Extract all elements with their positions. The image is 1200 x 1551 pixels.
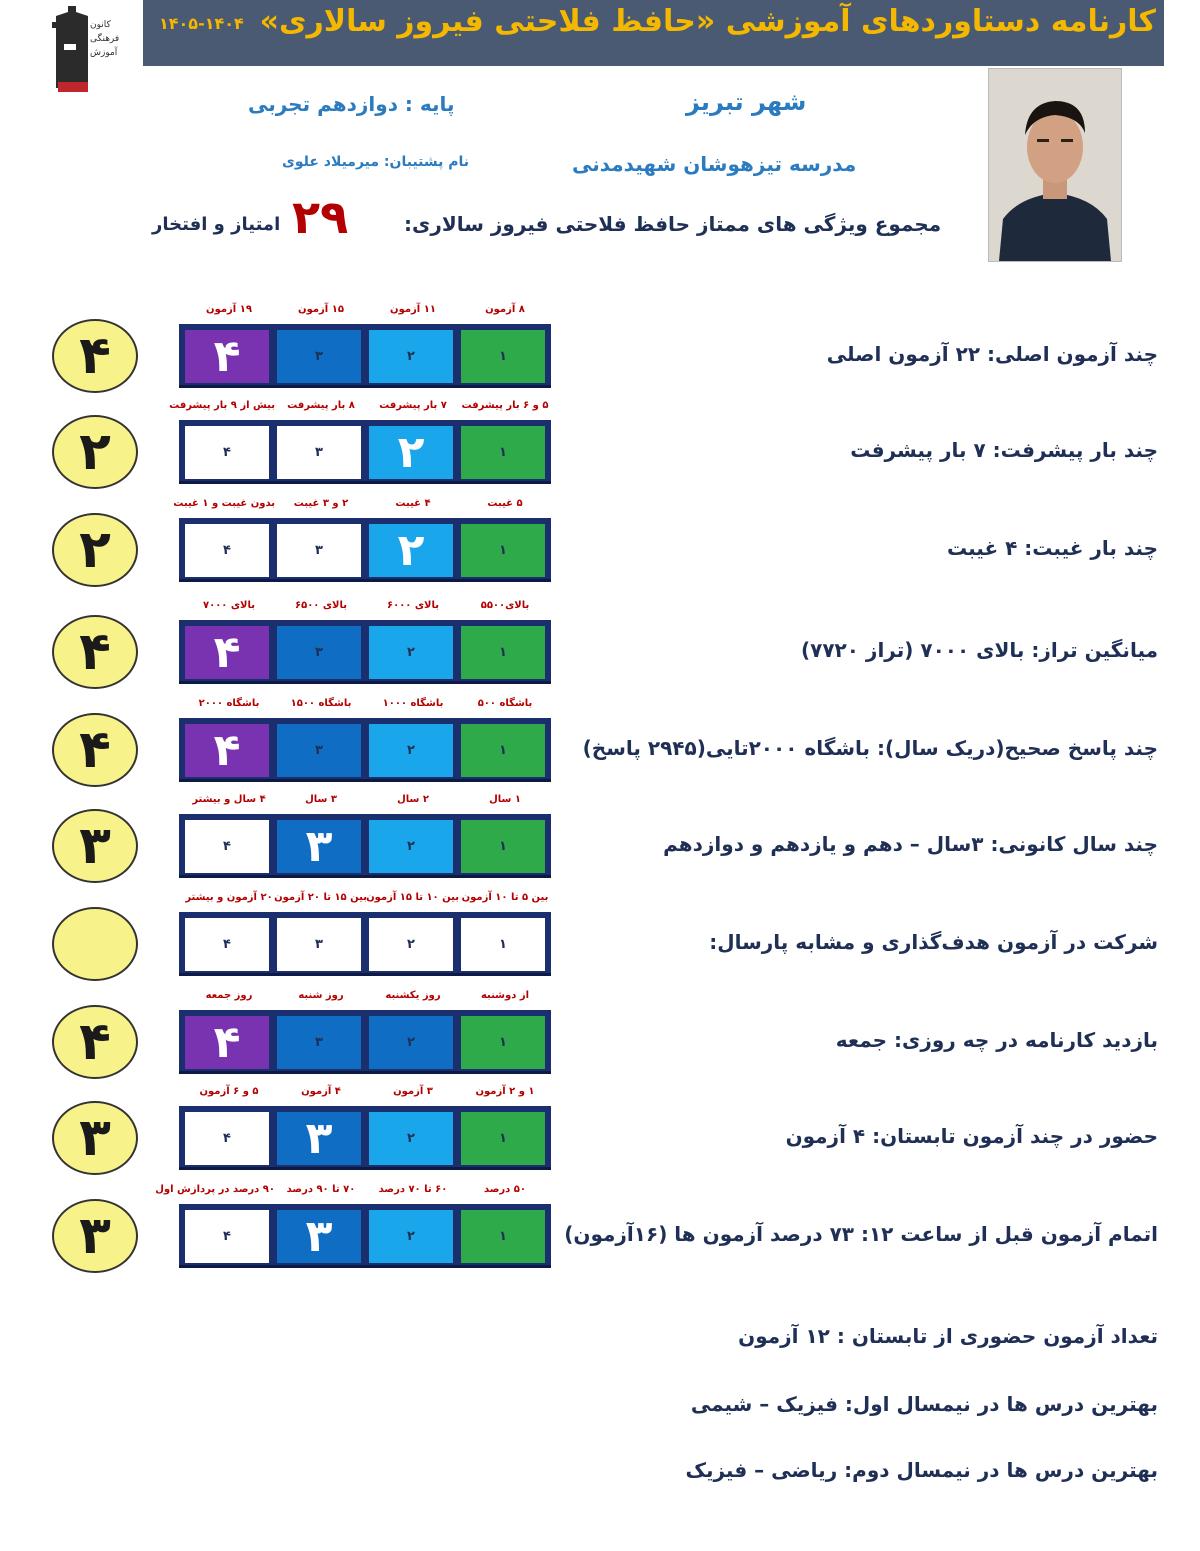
- cell-caption: بین ۵ تا ۱۰ آزمون: [461, 892, 549, 903]
- score-cell: ۱: [461, 626, 545, 679]
- cell-caption: روز جمعه: [205, 990, 253, 1001]
- row-label: چند آزمون اصلی: ۲۲ آزمون اصلی: [826, 342, 1158, 366]
- logo-line-3: آموزش: [90, 48, 118, 58]
- cell-caption: ۴ سال و بیشتر: [192, 794, 266, 805]
- logo-line-2: فرهنگی: [90, 34, 120, 44]
- cell-caption: بین ۱۰ تا ۱۵ آزمون: [366, 892, 459, 903]
- score-circle: ۴: [52, 615, 138, 689]
- score-cell: ۳: [277, 918, 361, 971]
- row-label: شرکت در آزمون هدف‌گذاری و مشابه پارسال:: [709, 930, 1158, 954]
- cell-caption: باشگاه ۱۰۰۰: [382, 698, 444, 709]
- score-cell: ۴: [185, 1016, 269, 1069]
- score-grid: [179, 1010, 551, 1074]
- cell-caption: بین ۱۵ تا ۲۰ آزمون: [274, 892, 367, 903]
- score-cell: ۴: [185, 1112, 269, 1165]
- cell-caption: ۵ غیبت: [487, 498, 523, 509]
- cell-caption: ۶۰ تا ۷۰ درصد: [378, 1184, 448, 1195]
- logo-line-4: قلم چی: [90, 82, 116, 91]
- score-circle: ۳: [52, 1101, 138, 1175]
- row-label: چند سال کانونی: ۳سال – دهم و یازدهم و دوازدهم: [663, 832, 1158, 856]
- score-cell: ۲: [369, 1016, 453, 1069]
- score-cell: ۱: [461, 524, 545, 577]
- cell-caption: بیش از ۹ بار پیشرفت: [169, 400, 275, 411]
- total-score: ۲۹: [292, 190, 349, 244]
- score-cell: ۳: [277, 426, 361, 479]
- cell-caption: ۴ آزمون: [301, 1086, 341, 1097]
- cell-caption: ۲۰ آزمون و بیشتر: [185, 892, 273, 903]
- cell-caption: ۲ و ۳ غیبت: [293, 498, 349, 509]
- score-grid: [179, 814, 551, 878]
- score-cell: ۴: [185, 918, 269, 971]
- score-cell: ۳: [277, 1210, 361, 1263]
- cell-caption: ۸ آزمون: [485, 304, 525, 315]
- footer-line-1: تعداد آزمون حضوری از تابستان : ۱۲ آزمون: [738, 1324, 1158, 1348]
- score-grid: [179, 620, 551, 684]
- cell-caption: ۸ بار پیشرفت: [287, 400, 355, 411]
- cell-caption: بالای ۷۰۰۰: [202, 600, 256, 611]
- cell-caption: ۱۵ آزمون: [298, 304, 344, 315]
- cell-caption: ۱ سال: [489, 794, 521, 805]
- score-cell: ۳: [277, 524, 361, 577]
- cell-caption: بدون غیبت و ۱ غیبت: [173, 498, 275, 509]
- row-label: اتمام آزمون قبل از ساعت ۱۲: ۷۳ درصد آزمون ها (۱۶آزمون): [564, 1222, 1158, 1246]
- cell-caption: ۳ آزمون: [393, 1086, 433, 1097]
- cell-caption: ۴ غیبت: [395, 498, 431, 509]
- score-cell: ۲: [369, 724, 453, 777]
- cell-caption: ۱۹ آزمون: [206, 304, 252, 315]
- score-cell: ۱: [461, 820, 545, 873]
- score-circle: [52, 907, 138, 981]
- report-year: ۱۴۰۵-۱۴۰۴: [159, 14, 244, 33]
- score-cell: ۲: [369, 1210, 453, 1263]
- school-name: مدرسه تیزهوشان شهیدمدنی: [572, 152, 857, 176]
- footer-line-3: بهترین درس ها در نیمسال دوم: ریاضی – فیزیک: [685, 1458, 1158, 1482]
- score-circle: ۴: [52, 1005, 138, 1079]
- cell-caption: بالای۵۵۰۰: [480, 600, 530, 611]
- cell-caption: ۷ بار پیشرفت: [379, 400, 447, 411]
- score-grid: [179, 912, 551, 976]
- score-cell: ۱: [461, 1112, 545, 1165]
- row-label: حضور در چند آزمون تابستان: ۴ آزمون: [785, 1124, 1158, 1148]
- cell-caption: بالای ۶۵۰۰: [294, 600, 348, 611]
- row-label: میانگین تراز: بالای ۷۰۰۰ (تراز ۷۷۲۰): [801, 638, 1158, 662]
- score-cell: ۳: [277, 626, 361, 679]
- student-photo: [988, 68, 1122, 262]
- score-grid: [179, 718, 551, 782]
- score-cell: ۲: [369, 626, 453, 679]
- row-label: چند بار غیبت: ۴ غیبت: [946, 536, 1158, 560]
- score-circle: ۲: [52, 513, 138, 587]
- cell-caption: روز شنبه: [298, 990, 344, 1001]
- score-cell: ۴: [185, 820, 269, 873]
- score-grid: [179, 324, 551, 388]
- score-cell: ۳: [277, 724, 361, 777]
- cell-caption: روز یکشنبه: [385, 990, 441, 1001]
- grade: پایه : دوازدهم تجربی: [248, 92, 455, 116]
- kanoon-logo: [50, 2, 125, 98]
- cell-caption: ۳ سال: [305, 794, 337, 805]
- score-cell: ۱: [461, 918, 545, 971]
- score-cell: ۲: [369, 426, 453, 479]
- cell-caption: ۷۰ تا ۹۰ درصد: [286, 1184, 356, 1195]
- score-cell: ۳: [277, 1016, 361, 1069]
- score-cell: ۴: [185, 330, 269, 383]
- cell-caption: ۹۰ درصد در پردازش اول: [155, 1184, 275, 1195]
- score-circle: ۲: [52, 415, 138, 489]
- total-label: مجموع ویژگی های ممتاز حافظ فلاحتی فیروز سالاری:: [404, 212, 942, 236]
- row-label: چند بار پیشرفت: ۷ بار پیشرفت: [850, 438, 1158, 462]
- score-cell: ۳: [277, 1112, 361, 1165]
- row-label: بازدید کارنامه در چه روزی: جمعه: [835, 1028, 1158, 1052]
- score-cell: ۱: [461, 426, 545, 479]
- score-cell: ۴: [185, 426, 269, 479]
- score-circle: ۴: [52, 713, 138, 787]
- score-cell: ۱: [461, 330, 545, 383]
- logo-line-1: کانون: [90, 20, 111, 30]
- cell-caption: ۱۱ آزمون: [390, 304, 436, 315]
- cell-caption: باشگاه ۵۰۰: [477, 698, 533, 709]
- total-unit: امتیاز و افتخار: [152, 214, 281, 235]
- score-cell: ۴: [185, 1210, 269, 1263]
- score-cell: ۲: [369, 1112, 453, 1165]
- score-cell: ۲: [369, 330, 453, 383]
- cell-caption: ۵۰ درصد: [483, 1184, 527, 1195]
- cell-caption: ۱ و ۲ آزمون: [475, 1086, 535, 1097]
- cell-caption: باشگاه ۱۵۰۰: [290, 698, 352, 709]
- score-grid: [179, 420, 551, 484]
- score-cell: ۴: [185, 724, 269, 777]
- score-cell: ۲: [369, 524, 453, 577]
- city: شهر تبریز: [686, 88, 807, 116]
- score-circle: ۳: [52, 809, 138, 883]
- score-cell: ۲: [369, 918, 453, 971]
- score-cell: ۴: [185, 626, 269, 679]
- score-cell: ۳: [277, 330, 361, 383]
- row-label: چند پاسخ صحیح(دریک سال): باشگاه ۲۰۰۰تایی(۲۹۴۵ پاسخ): [582, 736, 1158, 760]
- cell-caption: ۲ سال: [397, 794, 429, 805]
- cell-caption: ۵ و ۶ بار پیشرفت: [461, 400, 549, 411]
- score-grid: [179, 1204, 551, 1268]
- cell-caption: باشگاه ۲۰۰۰: [198, 698, 260, 709]
- score-cell: ۲: [369, 820, 453, 873]
- cell-caption: از دوشنبه: [480, 990, 530, 1001]
- score-circle: ۳: [52, 1199, 138, 1273]
- score-cell: ۳: [277, 820, 361, 873]
- report-title: کارنامه دستاوردهای آموزشی «حافظ فلاحتی فیروز سالاری»: [259, 4, 1156, 39]
- score-cell: ۱: [461, 1016, 545, 1069]
- footer-line-2: بهترین درس ها در نیمسال اول: فیزیک – شیمی: [690, 1392, 1158, 1416]
- report-header: [143, 0, 1164, 66]
- score-grid: [179, 518, 551, 582]
- score-grid: [179, 1106, 551, 1170]
- score-cell: ۴: [185, 524, 269, 577]
- score-cell: ۱: [461, 724, 545, 777]
- cell-caption: ۵ و ۶ آزمون: [199, 1086, 259, 1097]
- score-circle: ۴: [52, 319, 138, 393]
- cell-caption: بالای ۶۰۰۰: [386, 600, 440, 611]
- supporter-name: نام پشتیبان: میرمیلاد علوی: [282, 154, 470, 170]
- score-cell: ۱: [461, 1210, 545, 1263]
